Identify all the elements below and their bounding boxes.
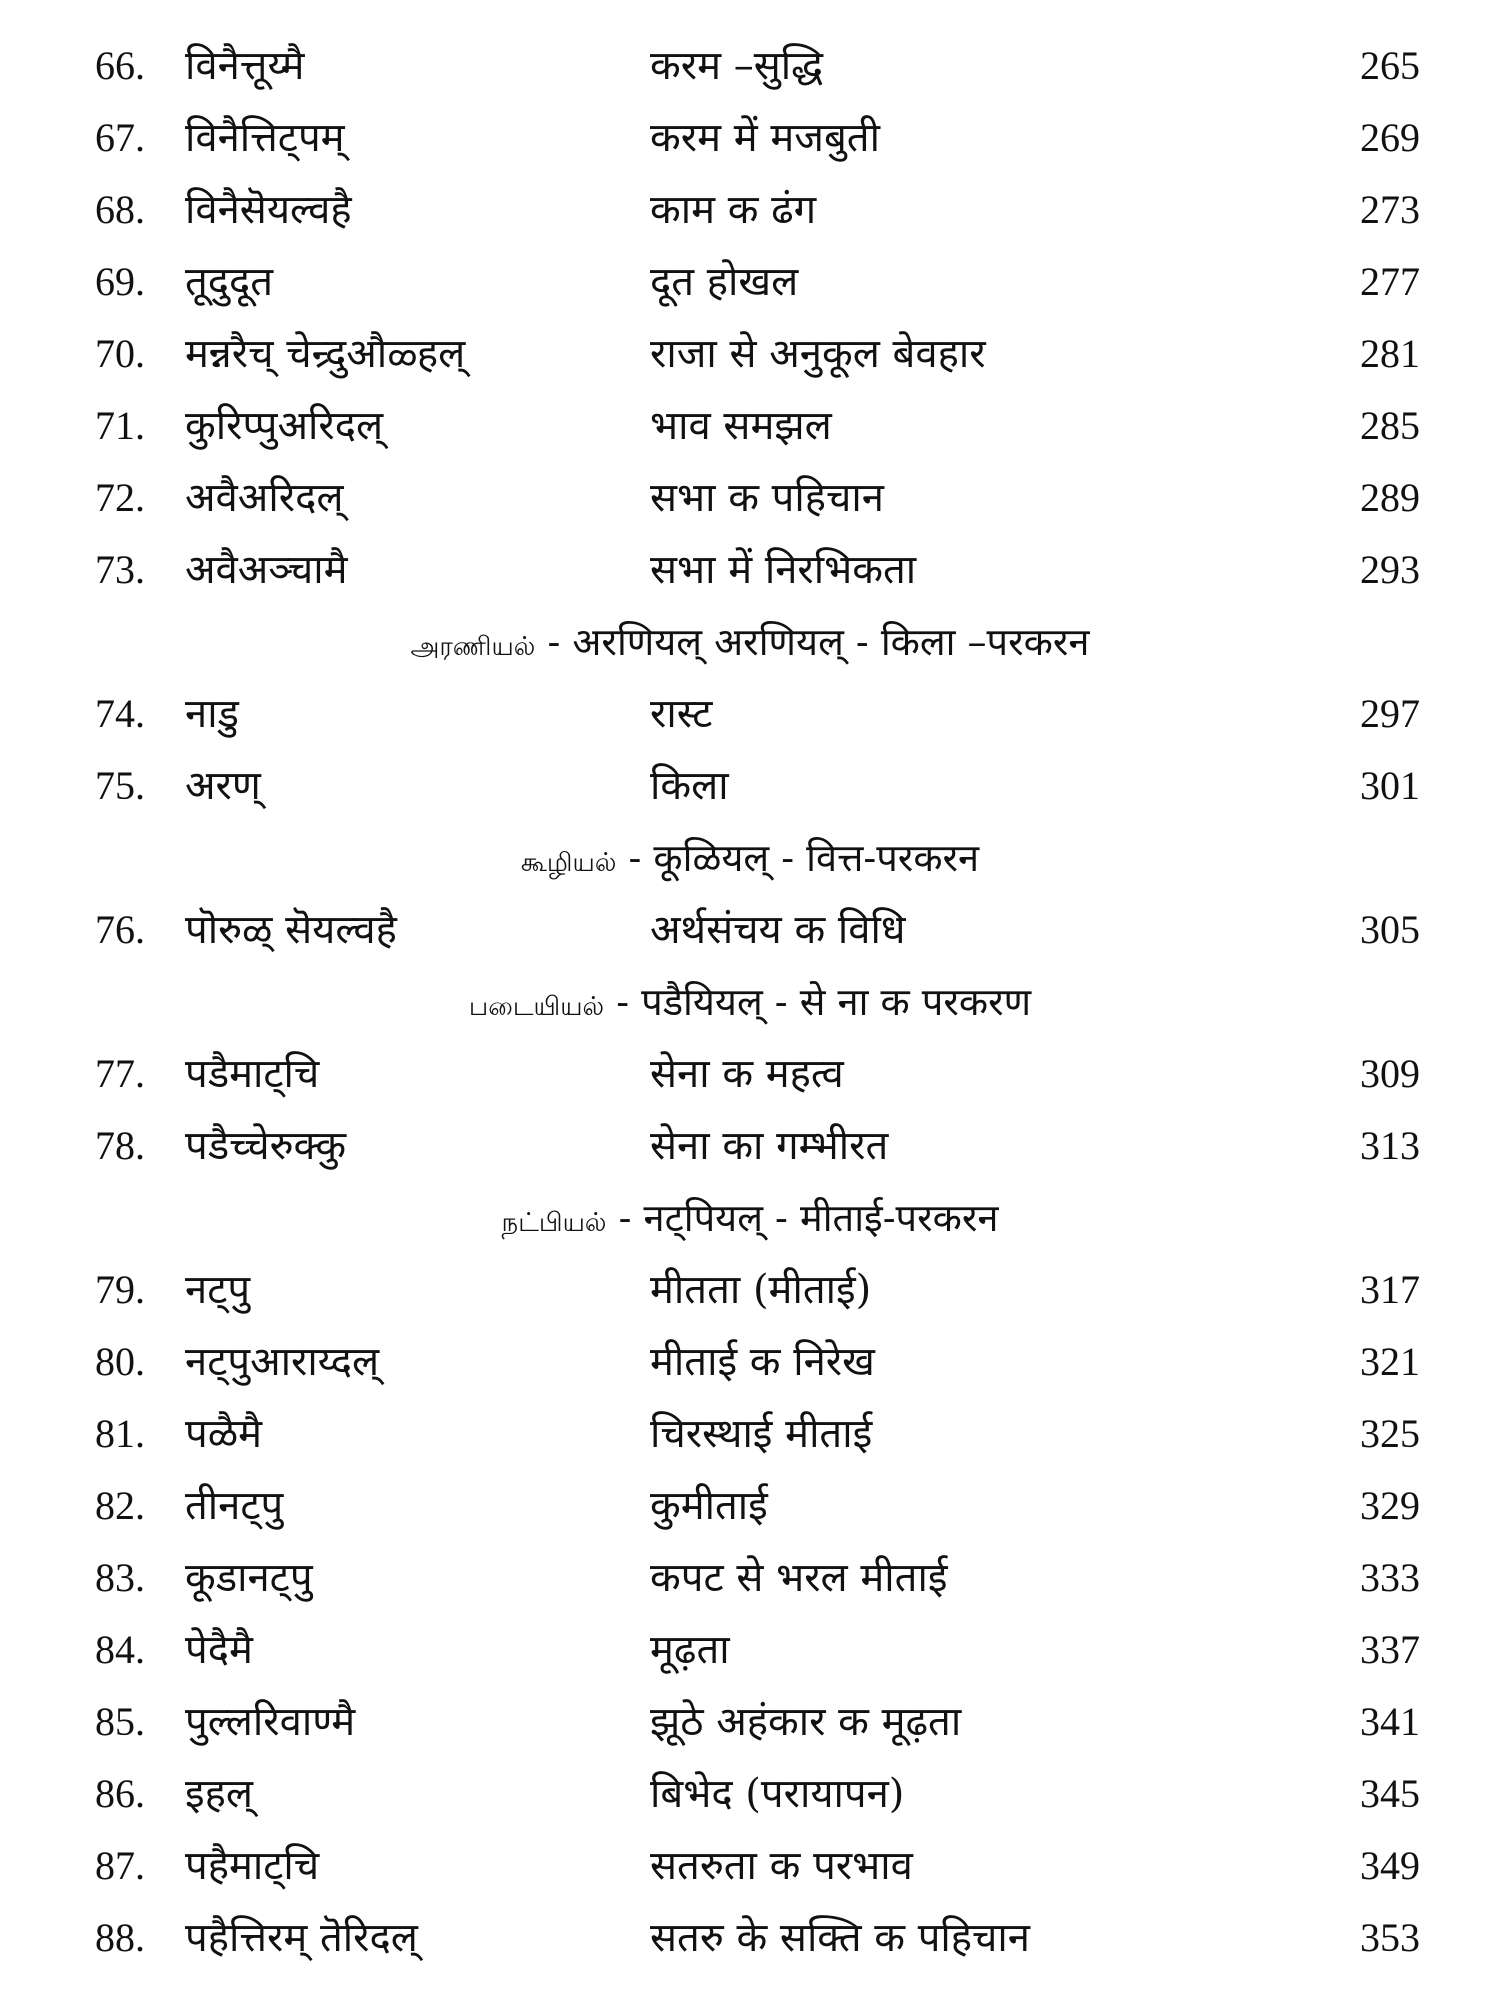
entry-title: पळैमै bbox=[185, 1411, 263, 1457]
entry-number: 73. bbox=[95, 547, 145, 592]
entry-page-number: 325 bbox=[1360, 1411, 1420, 1456]
entry-title: नट्पु bbox=[185, 1267, 251, 1313]
entry-page-number: 281 bbox=[1360, 331, 1420, 376]
entry-number: 77. bbox=[95, 1051, 145, 1096]
section-tamil-name: கூழியல் bbox=[520, 848, 617, 878]
entry-number: 79. bbox=[95, 1267, 145, 1312]
entry-title: पडैमाट्चि bbox=[185, 1051, 320, 1097]
section-title: - नट्पियल् - मीताई-परकरन bbox=[618, 1196, 999, 1240]
toc-entry bbox=[0, 102, 1500, 174]
toc-entry bbox=[0, 1110, 1500, 1182]
entry-title: विनैत्तिट्पम् bbox=[185, 115, 345, 161]
entry-page-number: 329 bbox=[1360, 1483, 1420, 1528]
toc-entry bbox=[0, 1398, 1500, 1470]
entry-number: 87. bbox=[95, 1843, 145, 1888]
toc-entry bbox=[0, 30, 1500, 102]
entry-page-number: 297 bbox=[1360, 691, 1420, 736]
entry-title: विनैसॆयल्वहै bbox=[185, 187, 352, 233]
entry-hindi-title: चिरस्थाई मीताई bbox=[650, 1411, 873, 1457]
section-tamil-name: நட்பியல் bbox=[501, 1208, 607, 1238]
entry-hindi-title: किला bbox=[650, 763, 729, 809]
entry-hindi-title: काम क ढंग bbox=[650, 187, 817, 233]
entry-number: 74. bbox=[95, 691, 145, 736]
entry-title: अवैअञ्चामै bbox=[185, 547, 348, 593]
section-title: - पडैयियल् - से ना क परकरण bbox=[616, 980, 1032, 1024]
entry-title: तूदुदूत bbox=[185, 259, 274, 305]
section-title: - अरणियल् अरणियल् - किला –परकरन bbox=[547, 620, 1090, 664]
entry-title: पुल्लरिवाण्मै bbox=[185, 1699, 356, 1745]
entry-title: कुरिप्पुअरिदल् bbox=[185, 403, 384, 449]
entry-title: अवैअरिदल् bbox=[185, 475, 344, 521]
entry-number: 84. bbox=[95, 1627, 145, 1672]
toc-entry bbox=[0, 390, 1500, 462]
entry-page-number: 349 bbox=[1360, 1843, 1420, 1888]
entry-hindi-title: दूत होखल bbox=[650, 259, 799, 305]
toc-entry bbox=[0, 318, 1500, 390]
entry-hindi-title: भाव समझल bbox=[650, 403, 832, 449]
entry-number: 76. bbox=[95, 907, 145, 952]
entry-number: 70. bbox=[95, 331, 145, 376]
entry-title: पहैमाट्चि bbox=[185, 1843, 320, 1889]
entry-number: 81. bbox=[95, 1411, 145, 1456]
section-title: - कूळियल् - वित्त-परकरन bbox=[628, 836, 980, 880]
entry-page-number: 345 bbox=[1360, 1771, 1420, 1816]
toc-entry bbox=[0, 534, 1500, 606]
entry-number: 78. bbox=[95, 1123, 145, 1168]
entry-page-number: 353 bbox=[1360, 1915, 1420, 1960]
entry-number: 88. bbox=[95, 1915, 145, 1960]
entry-page-number: 321 bbox=[1360, 1339, 1420, 1384]
entry-page-number: 285 bbox=[1360, 403, 1420, 448]
entry-page-number: 333 bbox=[1360, 1555, 1420, 1600]
entry-hindi-title: कपट से भरल मीताई bbox=[650, 1555, 948, 1601]
entry-page-number: 265 bbox=[1360, 43, 1420, 88]
entry-hindi-title: कुमीताई bbox=[650, 1483, 768, 1529]
entry-title: अरण् bbox=[185, 763, 261, 809]
entry-number: 69. bbox=[95, 259, 145, 304]
entry-number: 71. bbox=[95, 403, 145, 448]
toc-entry bbox=[0, 1470, 1500, 1542]
entry-hindi-title: सतरु के सक्ति क पहिचान bbox=[650, 1915, 1030, 1961]
toc-entry bbox=[0, 750, 1500, 822]
toc-entry bbox=[0, 1326, 1500, 1398]
entry-page-number: 341 bbox=[1360, 1699, 1420, 1744]
entry-page-number: 273 bbox=[1360, 187, 1420, 232]
section-tamil-name: அரணியல் bbox=[410, 632, 536, 662]
entry-title: पॊरुळ् सॆयल्वहै bbox=[185, 907, 397, 953]
entry-page-number: 269 bbox=[1360, 115, 1420, 160]
toc-entry bbox=[0, 1830, 1500, 1902]
entry-number: 86. bbox=[95, 1771, 145, 1816]
entry-number: 66. bbox=[95, 43, 145, 88]
entry-title: पहैत्तिरम् तॆरिदल् bbox=[185, 1915, 418, 1961]
toc-entry bbox=[0, 1686, 1500, 1758]
entry-hindi-title: मीतता (मीताई) bbox=[650, 1267, 872, 1313]
entry-title: पडैच्चेरुक्कु bbox=[185, 1123, 347, 1169]
section-tamil-name: படையியல் bbox=[468, 992, 605, 1022]
toc-entry bbox=[0, 1758, 1500, 1830]
entry-hindi-title: सेना क महत्व bbox=[650, 1051, 844, 1097]
entry-number: 75. bbox=[95, 763, 145, 808]
entry-title: कूडानट्पु bbox=[185, 1555, 313, 1601]
entry-number: 83. bbox=[95, 1555, 145, 1600]
toc-entry bbox=[0, 174, 1500, 246]
entry-hindi-title: राजा से अनुकूल बेवहार bbox=[650, 331, 986, 377]
entry-hindi-title: करम –सुद्धि bbox=[650, 43, 824, 89]
entry-hindi-title: सभा में निरभिकता bbox=[650, 547, 917, 593]
entry-number: 85. bbox=[95, 1699, 145, 1744]
entry-title: पेदैमै bbox=[185, 1627, 253, 1673]
entry-page-number: 317 bbox=[1360, 1267, 1420, 1312]
entry-title: तीनट्पु bbox=[185, 1483, 284, 1529]
toc-entry bbox=[0, 1254, 1500, 1326]
entry-number: 67. bbox=[95, 115, 145, 160]
entry-title: नट्पुआराय्दल् bbox=[185, 1339, 380, 1385]
entry-hindi-title: झूठे अहंकार क मूढ़ता bbox=[650, 1699, 962, 1745]
entry-page-number: 313 bbox=[1360, 1123, 1420, 1168]
entry-hindi-title: मूढ़ता bbox=[650, 1627, 730, 1673]
entry-number: 68. bbox=[95, 187, 145, 232]
entry-page-number: 289 bbox=[1360, 475, 1420, 520]
toc-entry bbox=[0, 1038, 1500, 1110]
table-of-contents bbox=[0, 30, 1500, 1974]
entry-page-number: 301 bbox=[1360, 763, 1420, 808]
entry-title: मन्नरैच् चेन्र्दुऔळ्हल् bbox=[185, 331, 466, 377]
toc-entry bbox=[0, 678, 1500, 750]
toc-entry bbox=[0, 246, 1500, 318]
entry-hindi-title: करम में मजबुती bbox=[650, 115, 880, 161]
section-heading bbox=[0, 606, 1500, 678]
entry-hindi-title: सभा क पहिचान bbox=[650, 475, 884, 521]
entry-number: 82. bbox=[95, 1483, 145, 1528]
section-heading bbox=[0, 966, 1500, 1038]
entry-number: 80. bbox=[95, 1339, 145, 1384]
entry-page-number: 309 bbox=[1360, 1051, 1420, 1096]
entry-hindi-title: सतरुता क परभाव bbox=[650, 1843, 913, 1889]
entry-title: नाडु bbox=[185, 691, 239, 737]
entry-title: विनैत्तूय्मै bbox=[185, 43, 305, 89]
entry-page-number: 293 bbox=[1360, 547, 1420, 592]
entry-hindi-title: सेना का गम्भीरत bbox=[650, 1123, 889, 1169]
entry-hindi-title: रास्ट bbox=[650, 691, 713, 737]
section-heading bbox=[0, 822, 1500, 894]
entry-page-number: 305 bbox=[1360, 907, 1420, 952]
toc-entry bbox=[0, 894, 1500, 966]
entry-page-number: 277 bbox=[1360, 259, 1420, 304]
toc-entry bbox=[0, 1614, 1500, 1686]
entry-page-number: 337 bbox=[1360, 1627, 1420, 1672]
entry-hindi-title: मीताई क निरेख bbox=[650, 1339, 875, 1385]
toc-entry bbox=[0, 462, 1500, 534]
entry-hindi-title: बिभेद (परायापन) bbox=[650, 1771, 905, 1817]
entry-number: 72. bbox=[95, 475, 145, 520]
section-heading bbox=[0, 1182, 1500, 1254]
entry-title: इहल् bbox=[185, 1771, 253, 1817]
entry-hindi-title: अर्थसंचय क विधि bbox=[650, 907, 906, 953]
toc-entry bbox=[0, 1902, 1500, 1974]
toc-entry bbox=[0, 1542, 1500, 1614]
